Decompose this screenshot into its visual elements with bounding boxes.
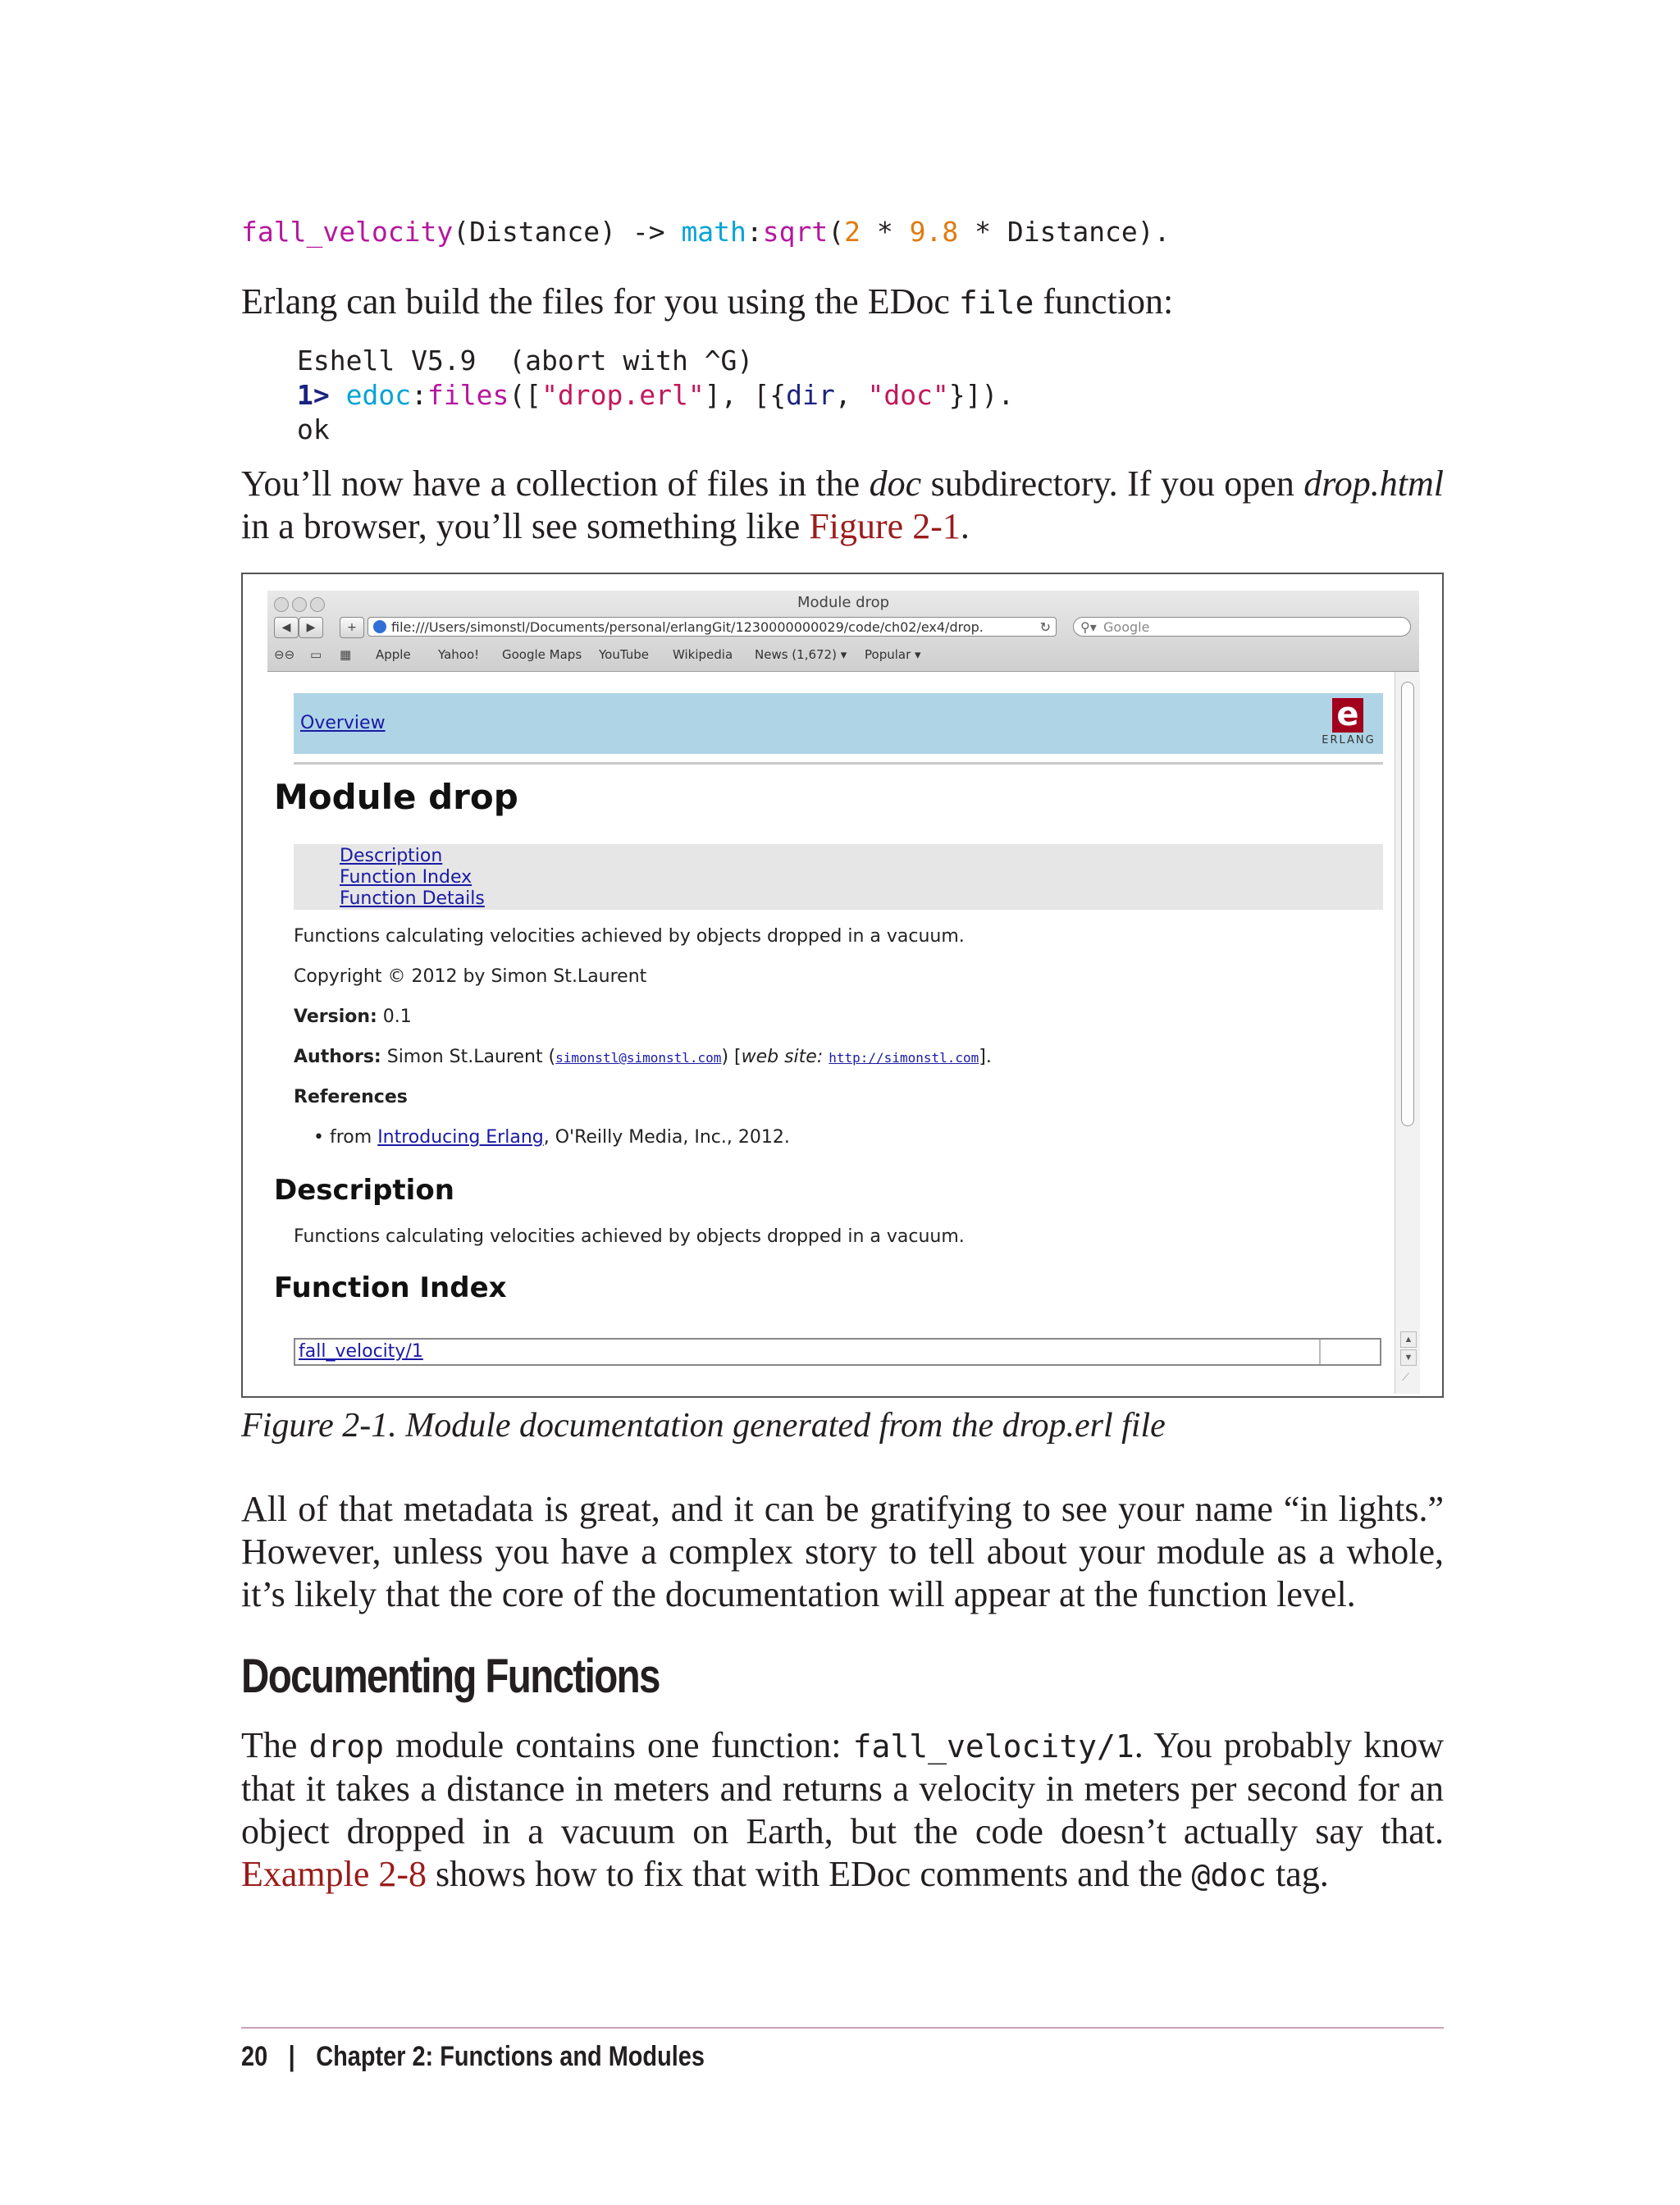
add-bookmark-button[interactable]: +	[340, 617, 364, 638]
code-token: ([	[509, 379, 542, 411]
text: function:	[1034, 281, 1174, 322]
code-token: :	[746, 216, 763, 248]
shell-line	[297, 378, 1014, 413]
window-title: Module drop	[797, 594, 890, 611]
paragraph-edoc-intro	[241, 281, 1444, 324]
version-line	[294, 1007, 412, 1027]
bookmark-item[interactable]: Yahoo!	[438, 647, 480, 662]
author-email-link[interactable]: simonstl@simonstl.com	[555, 1050, 722, 1066]
text: ].	[979, 1047, 992, 1067]
book-icon[interactable]: ▭	[310, 647, 322, 662]
text: The	[241, 1725, 309, 1765]
code-token: "doc"	[867, 379, 949, 411]
references-heading: References	[294, 1087, 408, 1107]
text: tag.	[1266, 1854, 1329, 1894]
module-title: Module drop	[274, 777, 518, 817]
code-shell-session	[297, 344, 1014, 447]
code-token: ,	[834, 379, 868, 411]
code-token: "drop.erl"	[541, 379, 705, 411]
text: in a browser, you’ll see something like	[241, 506, 810, 546]
erlang-logo-letter: e	[1332, 698, 1363, 733]
browser-viewport	[267, 672, 1395, 1394]
book-link[interactable]: Introducing Erlang	[377, 1127, 544, 1148]
search-icon: ⚲▾	[1080, 619, 1097, 635]
reference-item: • from Introducing Erlang, O'Reilly Media, Inc., 2012.	[313, 1127, 790, 1148]
text: . You probably know that it takes a distance in meters and returns a velocity in meters per second for an object dropped in a vacuum on Earth, but the code doesn’t actually say that.	[241, 1725, 1444, 1851]
function-link[interactable]: fall_velocity/1	[299, 1341, 423, 1362]
version-label: Version:	[294, 1007, 377, 1027]
search-placeholder: Google	[1103, 619, 1150, 635]
inline-code: drop	[308, 1728, 385, 1764]
function-index-heading: Function Index	[274, 1271, 507, 1304]
text: You’ll now have a collection of files in the	[241, 463, 870, 504]
code-token: files	[427, 379, 509, 411]
module-summary: Functions calculating velocities achieved by objects dropped in a vacuum.	[294, 926, 965, 947]
search-input[interactable]	[1073, 617, 1411, 637]
web-site-label: web site:	[741, 1047, 824, 1067]
edoc-nav-bar	[294, 693, 1383, 754]
emphasis: drop.html	[1303, 463, 1444, 504]
description-heading: Description	[274, 1174, 454, 1207]
erlang-logo	[1319, 698, 1378, 751]
code-token: edoc	[345, 379, 412, 411]
function-index-table	[294, 1338, 1381, 1366]
code-token: dir	[786, 379, 835, 411]
references-label	[294, 1087, 408, 1107]
code-token: (Distance) ->	[453, 216, 682, 248]
code-token: :	[411, 379, 427, 411]
bookmark-item[interactable]: YouTube	[599, 647, 649, 662]
paragraph-documenting-functions	[241, 1724, 1444, 1897]
authors-name: Simon St.Laurent (	[381, 1047, 556, 1067]
footer-rule	[241, 2027, 1444, 2029]
figure-browser-screenshot	[241, 573, 1444, 1398]
vertical-scrollbar[interactable]	[1395, 672, 1420, 1394]
scroll-down-arrow-icon[interactable]: ▼	[1400, 1349, 1417, 1366]
shell-line: ok	[297, 413, 330, 445]
toc-link-function-index[interactable]: Function Index	[340, 867, 472, 888]
paragraph-doc-subdirectory	[241, 463, 1444, 548]
code-token: *	[861, 216, 910, 248]
inline-code: file	[958, 285, 1034, 321]
address-bar[interactable]	[368, 617, 1057, 637]
bookmark-item[interactable]: Google Maps	[502, 647, 582, 662]
overview-link[interactable]: Overview	[300, 713, 386, 733]
page-number: 20	[241, 2041, 268, 2072]
figure-cross-reference[interactable]: Figure 2-1	[809, 506, 961, 546]
section-heading: Documenting Functions	[241, 1650, 660, 1703]
shell-prompt: 1>	[297, 379, 346, 411]
authors-line	[294, 1047, 992, 1067]
code-token: ], [{	[704, 379, 787, 411]
bookmarks-bar	[267, 645, 1419, 664]
chapter-title: Chapter 2: Functions and Modules	[316, 2041, 705, 2072]
grid-icon[interactable]: ▦	[340, 647, 352, 662]
code-token: 9.8	[909, 216, 959, 248]
paragraph-metadata: All of that metadata is great, and it can be gratifying to see your name “in lights.” However, unless you have a complex story to tell about your module as a whole, it’s likely that the core of the documentation will appear at the function level.	[241, 1489, 1444, 1614]
authors-label: Authors:	[294, 1047, 381, 1067]
code-token: 2	[844, 216, 861, 248]
shell-line: Eshell V5.9 (abort with ^G)	[297, 345, 754, 377]
bookmark-item[interactable]: Wikipedia	[673, 647, 733, 662]
bookmark-item[interactable]: Popular ▾	[865, 647, 921, 662]
author-website-link[interactable]: http://simonstl.com	[829, 1050, 979, 1066]
bookmark-item[interactable]: News (1,672) ▾	[755, 647, 847, 662]
forward-button[interactable]: ▶	[299, 617, 323, 638]
code-token: fall_velocity	[241, 216, 454, 248]
copyright-text: Copyright © 2012 by Simon St.Laurent	[294, 966, 647, 987]
scroll-up-arrow-icon[interactable]: ▲	[1400, 1331, 1417, 1348]
resize-grip-icon[interactable]: ⟋	[1402, 1371, 1410, 1383]
divider	[294, 762, 1383, 765]
url-text: file:///Users/simonstl/Documents/personal/erlangGit/1230000000029/code/ch02/ex4/drop.	[391, 619, 984, 635]
text: from	[329, 1127, 378, 1148]
back-button[interactable]: ◀	[274, 617, 299, 638]
code-fall-velocity	[241, 212, 1171, 253]
inline-code: @doc	[1191, 1857, 1267, 1893]
bookmark-item[interactable]: Apple	[376, 647, 411, 662]
code-token: sqrt	[762, 216, 829, 248]
text: , O'Reilly Media, Inc., 2012.	[543, 1127, 790, 1148]
globe-icon	[373, 620, 386, 633]
text: subdirectory. If you open	[921, 463, 1304, 504]
table-of-contents	[294, 844, 1383, 910]
code-token: * Distance).	[958, 216, 1171, 248]
inline-code: fall_velocity/1	[852, 1728, 1134, 1764]
version-value: 0.1	[377, 1007, 412, 1027]
text: shows how to fix that with EDoc comments and the	[427, 1854, 1192, 1894]
example-cross-reference[interactable]: Example 2-8	[241, 1854, 427, 1894]
text: .	[960, 506, 970, 546]
toc-link-description[interactable]: Description	[340, 846, 443, 866]
code-token: math	[681, 216, 746, 248]
code-token: }]).	[948, 379, 1015, 411]
emphasis: doc	[869, 463, 922, 504]
browser-toolbar	[267, 591, 1419, 672]
figure-caption: Figure 2-1. Module documentation generated from the drop.erl file	[241, 1407, 1166, 1445]
text: Erlang can build the files for you using the EDoc	[241, 281, 959, 322]
reading-glasses-icon[interactable]: ⊖⊖	[274, 647, 295, 662]
reload-icon[interactable]: ↻	[1039, 619, 1051, 635]
description-text: Functions calculating velocities achieved by objects dropped in a vacuum.	[294, 1226, 965, 1247]
footer-separator: |	[288, 2041, 295, 2072]
code-token: (	[828, 216, 845, 248]
toc-link-function-details[interactable]: Function Details	[340, 888, 485, 909]
erlang-logo-word: ERLANG	[1322, 734, 1376, 746]
table-cell-divider	[1319, 1340, 1321, 1364]
scrollbar-thumb[interactable]	[1401, 682, 1414, 1126]
text: module contains one function:	[384, 1725, 853, 1765]
text: ) [	[721, 1047, 742, 1067]
page-footer	[241, 2041, 705, 2073]
